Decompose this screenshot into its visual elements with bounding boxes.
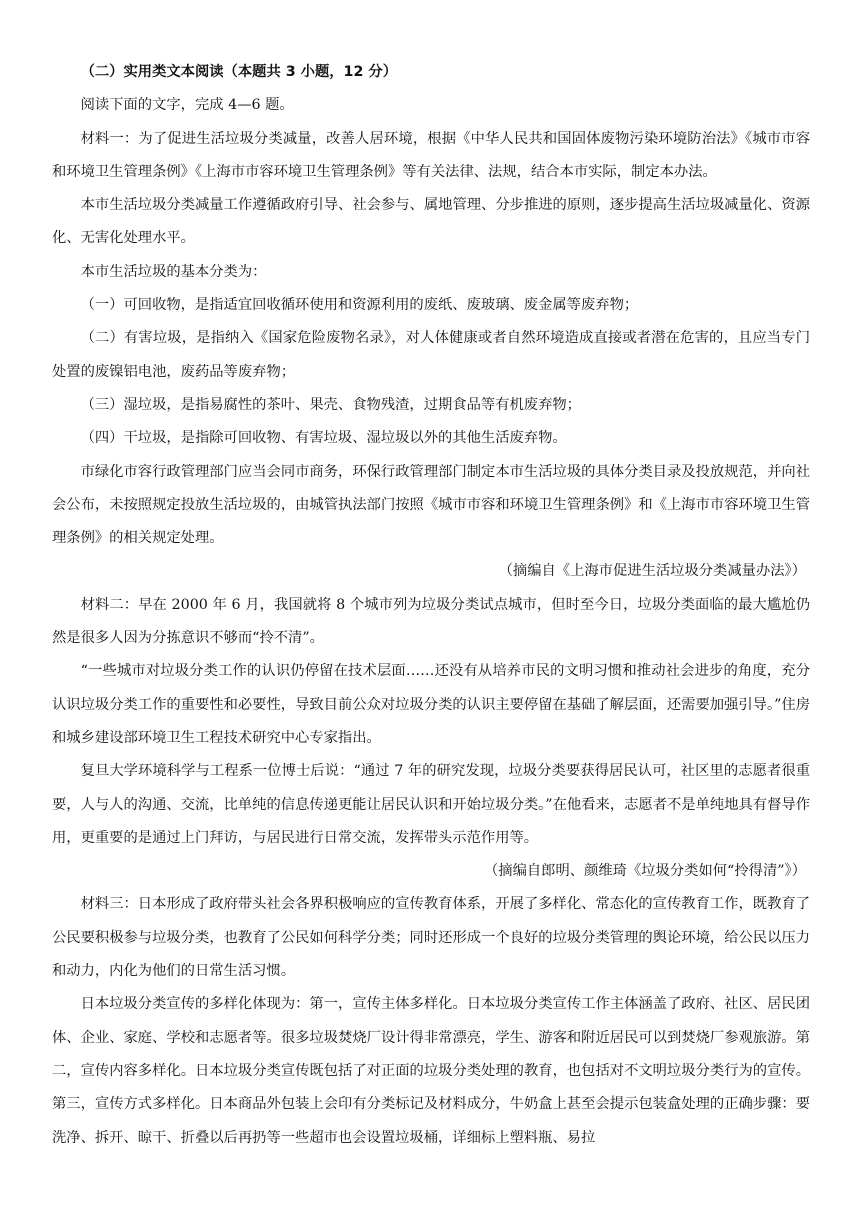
instruction: 阅读下面的文字，完成 4—6 题。 <box>80 97 294 114</box>
material1-categories-intro: 本市生活垃圾的基本分类为： <box>80 263 267 280</box>
category-wet: （三）湿垃圾，是指易腐性的茶叶、果壳、食物残渣，过期食品等有机废弃物； <box>80 396 581 413</box>
material1-principle: 本市生活垃圾分类减量工作遵循政府引导、社会参与、属地管理、分步推进的原则，逐步提高生活垃圾减量化、资源化、无害化处理水平。 <box>52 197 810 247</box>
material2-intro: 材料二：早在 2000 年 6 月，我国就将 8 个城市列为垃圾分类试点城市，但时至今日，垃圾分类面临的最大尴尬仍然是很多人因为分拣意识不够而“拎不清”。 <box>52 596 810 647</box>
section-heading: （二）实用类文本阅读（本题共 3 小题，12 分） <box>80 64 398 80</box>
material2-expert-quote: “一些城市对垃圾分类工作的认识仍停留在技术层面……还没有从培养市民的文明习惯和推动社会进步的角度，充分认识垃圾分类工作的重要性和必要性，导致目前公众对垃圾分类的认识主要停留在基础了解层面，还需要加强引导。”住房和城乡建设部环境卫生工程技术研究中心专家指出。 <box>52 663 810 746</box>
material2-researcher-quote: 复旦大学环境科学与工程系一位博士后说：“通过 7 年的研究发现，垃圾分类要获得居民认可，社区里的志愿者很重要，人与人的沟通、交流，比单纯的信息传递更能让居民认识和开始垃圾分类。”在他看来，志愿者不是单纯地具有督导作用，更重要的是通过上门拜访，与居民进行日常交流，发挥带头示范作用等。 <box>52 763 810 846</box>
category-recyclable: （一）可回收物，是指适宜回收循环使用和资源利用的废纸、废玻璃、废金属等废弃物； <box>80 297 639 314</box>
material3-intro: 材料三：日本形成了政府带头社会各界积极响应的宣传教育体系，开展了多样化、常态化的宣传教育工作，既教育了公民要积极参与垃圾分类，也教育了公民如何科学分类；同时还形成一个良好的垃圾分类管理的舆论环境，给公民以压力和动力，内化为他们的日常生活习惯。 <box>52 896 810 980</box>
material2-source: （摘编自郎明、颜维琦《垃圾分类如何“拎得清”》） <box>484 863 806 880</box>
material3-diversity: 日本垃圾分类宣传的多样化体现为：第一，宣传主体多样化。日本垃圾分类宣传工作主体涵盖了政府、社区、居民团体、企业、家庭、学校和志愿者等。很多垃圾焚烧厂设计得非常漂亮，学生、游客和附近居民可以到焚烧厂参观旅游。第二，宣传内容多样化。日本垃圾分类宣传既包括了对正面的垃圾分类处理的教育，也包括对不文明垃圾分类行为的宣传。第三，宣传方式多样化。日本商品外包装上会印有分类标记及材料成分，牛奶盒上甚至会提示包装盒处理的正确步骤：要洗净、拆开、晾干、折叠以后再扔等一些超市也会设置垃圾桶，详细标上塑料瓶、易拉 <box>52 996 810 1146</box>
category-hazardous: （二）有害垃圾，是指纳入《国家危险废物名录》，对人体健康或者自然环境造成直接或者潜在危害的，且应当专门处置的废镍铝电池，废药品等废弃物； <box>52 330 810 380</box>
material1-regulation: 市绿化市容行政管理部门应当会同市商务，环保行政管理部门制定本市生活垃圾的具体分类目录及投放规范，并向社会公布，未按照规定投放生活垃圾的，由城管执法部门按照《城市市容和环境卫生管理条例》和《上海市市容环境卫生管理条例》的相关规定处理。 <box>52 463 810 547</box>
material1-intro: 材料一：为了促进生活垃圾分类减量，改善人居环境，根据《中华人民共和国固体废物污染环境防治法》《城市市容和环境卫生管理条例》《上海市市容环境卫生管理条例》等有关法律、法规，结合本市实际，制定本办法。 <box>52 130 810 180</box>
category-dry: （四）干垃圾，是指除可回收物、有害垃圾、湿垃圾以外的其他生活废弃物。 <box>80 430 567 447</box>
material1-source: （摘编自《上海市促进生活垃圾分类减量办法》） <box>498 563 806 580</box>
